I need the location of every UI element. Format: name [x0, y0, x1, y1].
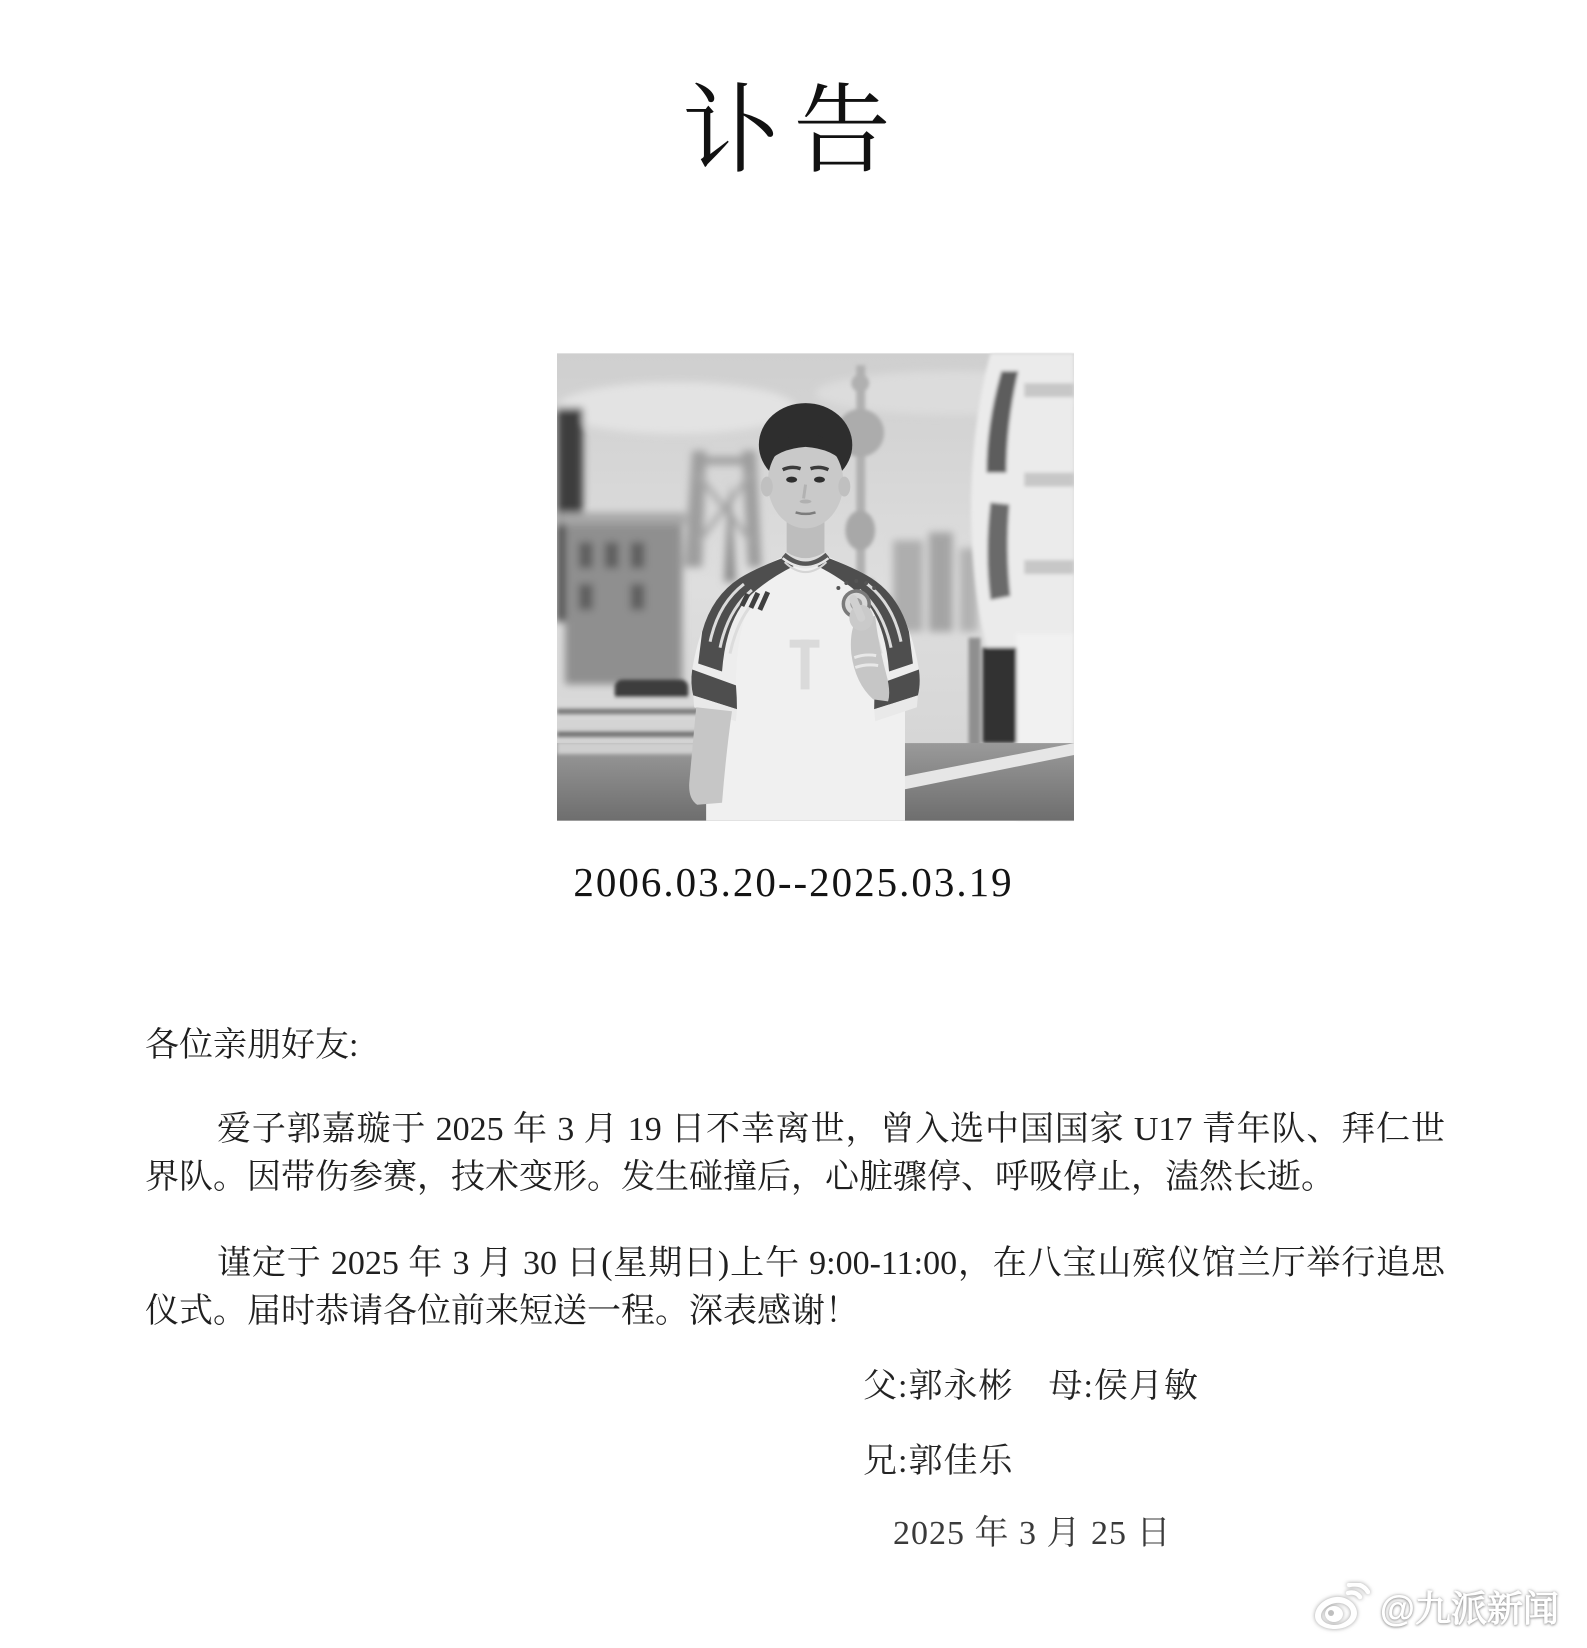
life-dates: 2006.03.20--2025.03.19	[573, 859, 1014, 905]
signature-date: 2025 年 3 月 25 日	[893, 1515, 1172, 1552]
weibo-icon	[1312, 1583, 1370, 1631]
memorial-photo-illustration	[557, 352, 1074, 822]
obituary-body	[145, 1022, 1445, 1374]
paragraph-death-notice: 爱子郭嘉璇于 2025 年 3 月 19 日不幸离世，曾入选中国国家 U17 青年队、拜仁世界队。因带伤参赛，技术变形。发生碰撞后，心脏骤停、呼吸停止，溘然长逝。	[145, 1111, 1445, 1196]
signature-parents: 父:郭永彬 母:侯月敏	[863, 1368, 1199, 1405]
watermark-text: @九派新闻	[1379, 1588, 1559, 1629]
greeting-line: 各位亲朋好友:	[145, 1027, 359, 1064]
paragraph-memorial-details: 谨定于 2025 年 3 月 30 日(星期日)上午 9:00-11:00，在八宝山殡仪馆兰厅举行追思仪式。届时恭请各位前来短送一程。深表感谢！	[145, 1245, 1445, 1330]
news-watermark	[1312, 1581, 1559, 1632]
signature-brother: 兄:郭佳乐	[863, 1443, 1014, 1480]
page-title: 讣告	[682, 78, 905, 185]
memorial-photo	[557, 352, 1074, 822]
